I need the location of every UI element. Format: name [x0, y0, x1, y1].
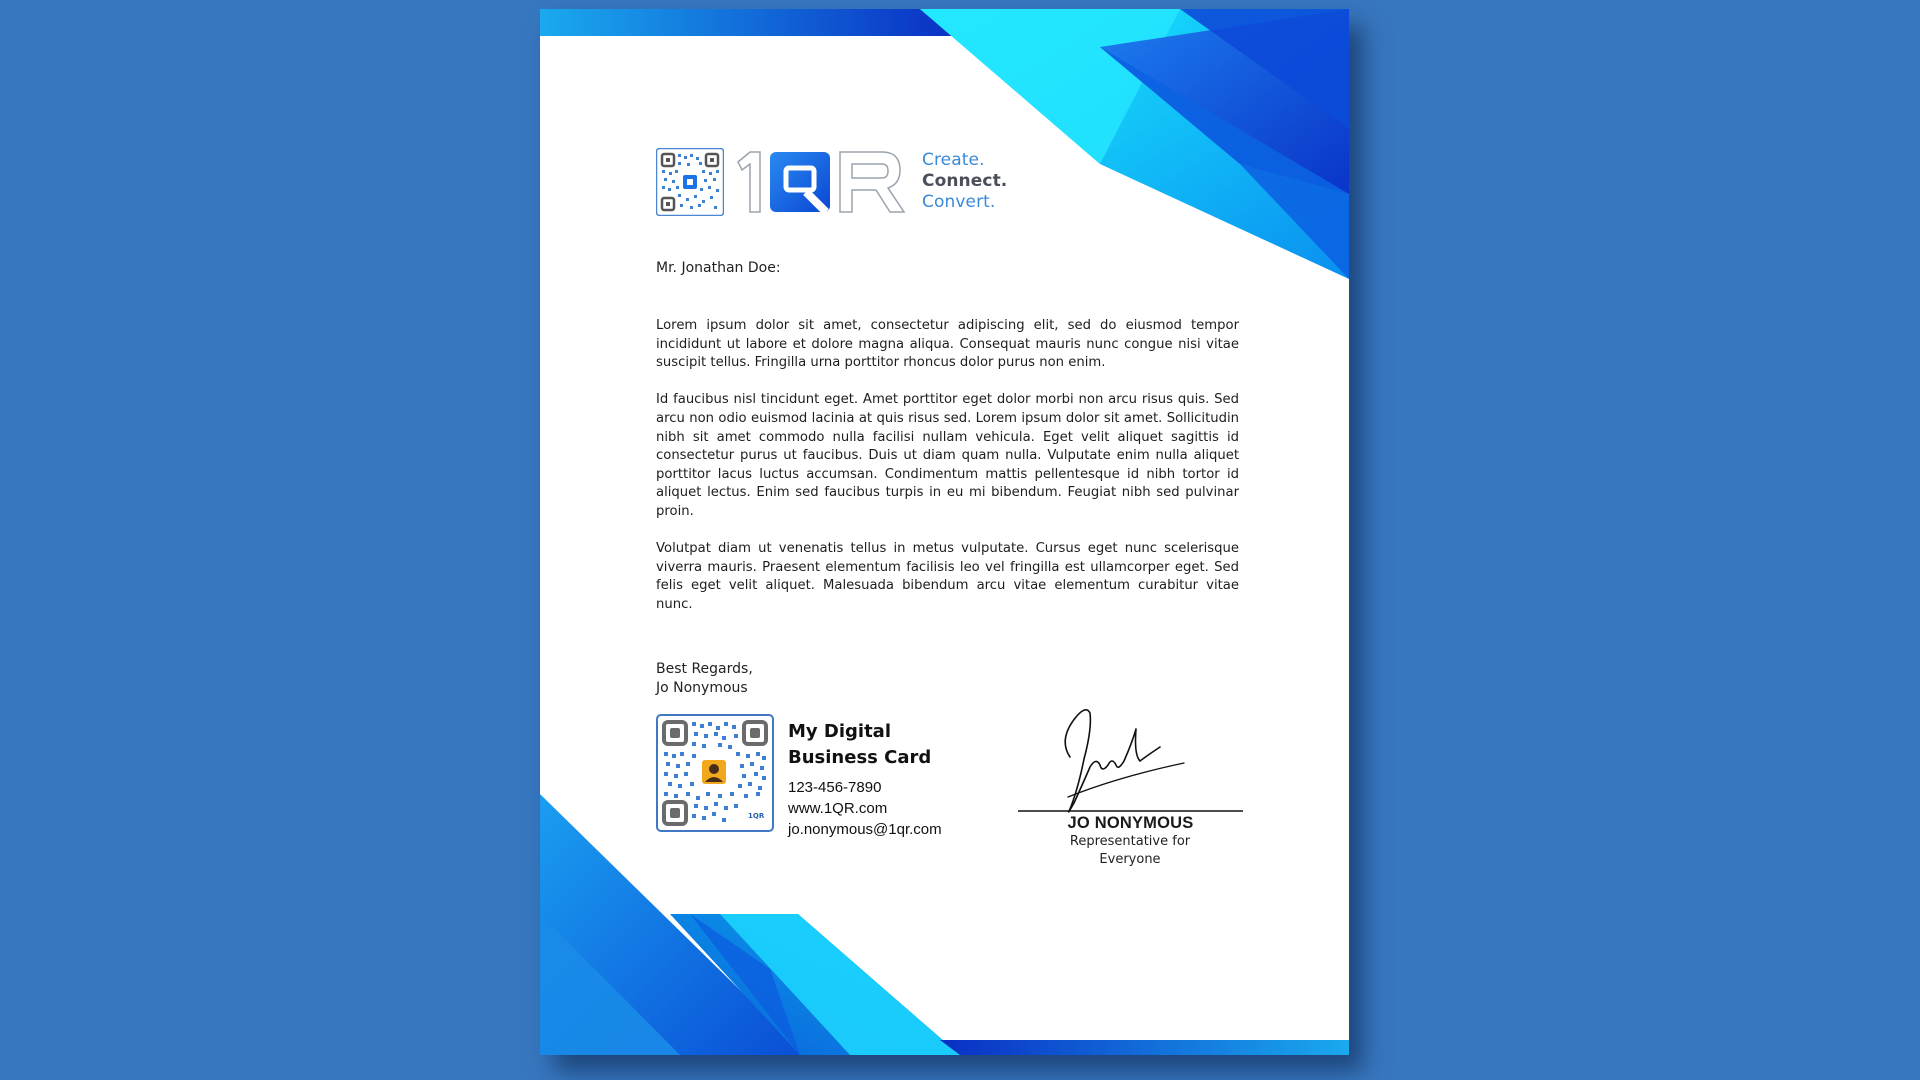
tagline-convert: Convert. — [922, 192, 996, 212]
paragraph-2: Id faucibus nisl tincidunt eget. Amet porttitor eget dolor morbi non arcu risus quis. Sed arcu non odio euismod lacinia at quis risus sed. Lorem ipsum dolor sit amet. Sollicitudin nibh sit amet commodo nulla facilisi nullam vehicula. Eget velit aliquet sagittis id consectetur purus ut faucibus. Duis ut diam quam nulla. Vulputate enim nulla aliquet porttitor lacus luctus accumsan. Condimentum mattis pellentesque id nibh tortor id aliquet lectus. Enim sed faucibus turpis in eu mi bibendum. Feugiat nibh sed pulvinar proin. — [656, 392, 1239, 519]
closing-block — [656, 660, 753, 698]
paragraph-1: Lorem ipsum dolor sit amet, consectetur adipiscing elit, sed do eiusmod tempor incididunt ut labore et dolore magna aliqua. Consequat mauris nunc congue nisi vitae suscipit tellus. Fringilla urna porttitor rhoncus dolor purus non enim. — [656, 318, 1239, 371]
business-card-website: www.1QR.com — [788, 800, 888, 817]
tagline-connect: Connect. — [922, 171, 1008, 191]
business-card-title-line2: Business Card — [788, 747, 932, 768]
business-card-phone: 123-456-7890 — [788, 779, 882, 796]
sender-name: Jo Nonymous — [656, 680, 748, 696]
1qr-wordmark-logo — [734, 148, 914, 216]
closing-phrase: Best Regards, — [656, 661, 753, 677]
paragraph-3: Volutpat diam ut venenatis tellus in metus vulputate. Cursus eget nunc scelerisque viverra mauris. Praesent elementum facilisis leo vel fringilla est ullamcorper eget. Sed felis eget velit aliquet. Malesuada bibendum arcu vitae elementum curabitur vitae nunc. — [656, 541, 1239, 612]
letterhead-page — [540, 9, 1349, 1055]
business-card-title-line1: My Digital — [788, 721, 891, 742]
handwritten-signature — [1018, 699, 1243, 819]
qr-code-icon — [658, 716, 772, 830]
salutation: Mr. Jonathan Doe: — [656, 260, 781, 276]
company-logo — [656, 138, 1026, 218]
tagline-create: Create. — [922, 150, 985, 170]
qr-badge-text: 1QR — [748, 812, 765, 820]
logo-tagline — [922, 150, 1007, 213]
business-card-info — [788, 719, 942, 840]
signatory-role: Representative for Everyone — [1069, 834, 1191, 867]
letter-body — [656, 317, 1239, 633]
business-card-qr-code[interactable] — [656, 714, 774, 832]
logo-qr-code-icon — [656, 148, 724, 216]
business-card-email: jo.nonymous@1qr.com — [788, 821, 942, 838]
signatory-name: JO NONYMOUS — [1067, 814, 1194, 832]
